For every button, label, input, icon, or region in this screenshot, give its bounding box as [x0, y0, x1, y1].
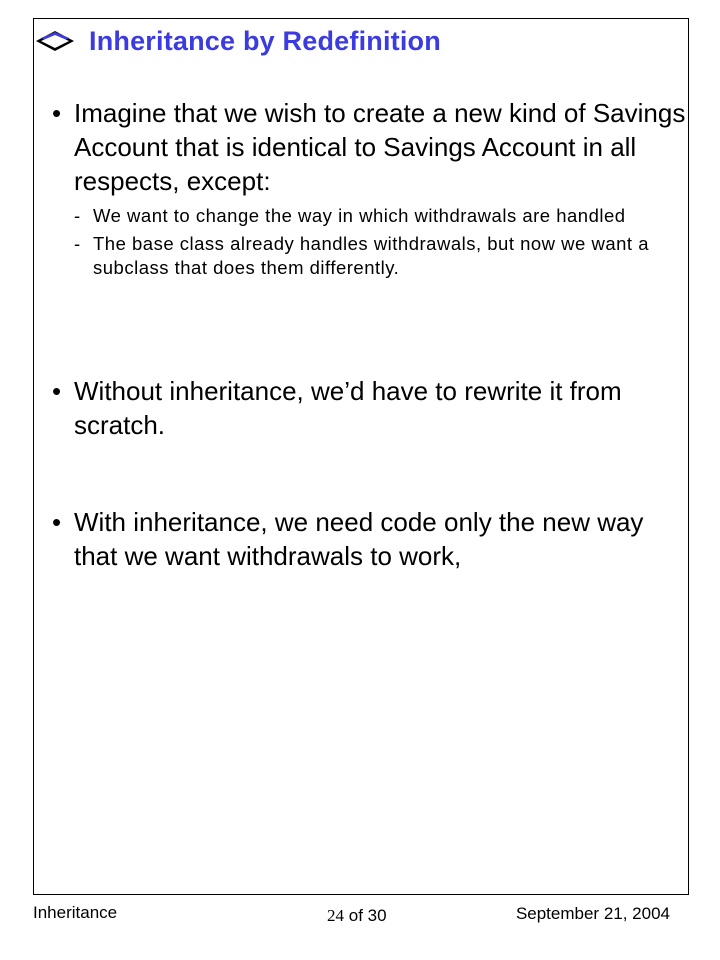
footer-page-indicator: [327, 906, 387, 926]
bullet-marker: •: [52, 98, 62, 128]
sub-bullet-marker: -: [74, 233, 81, 254]
slide-title: Inheritance by Redefinition: [89, 26, 441, 56]
sub-bullet-list: [74, 204, 690, 284]
footer-topic: Inheritance: [33, 903, 118, 922]
sub-bullet-item: [74, 204, 690, 228]
bullet-marker: •: [52, 507, 62, 537]
bullet-marker: •: [52, 376, 62, 406]
bullet-text: With inheritance, we need code only the new way that we want withdrawals to work,: [74, 507, 644, 571]
diamond-logo-icon: [32, 26, 78, 54]
sub-bullet-marker: -: [74, 205, 81, 226]
sub-bullet-item: [74, 232, 690, 280]
bullet-text: Imagine that we wish to create a new kind of Savings Account that is identical to Savings Account in all respects, except:: [74, 98, 686, 196]
footer-date: September 21, 2004: [515, 904, 670, 923]
page-number: 24: [327, 906, 344, 925]
page-total: of 30: [348, 906, 387, 925]
bullet-text: Without inheritance, we’d have to rewrite it from scratch.: [74, 376, 622, 440]
sub-bullet-text: We want to change the way in which withdrawals are handled: [93, 205, 626, 226]
sub-bullet-text: The base class already handles withdrawals, but now we want a subclass that does them differently.: [93, 233, 649, 278]
